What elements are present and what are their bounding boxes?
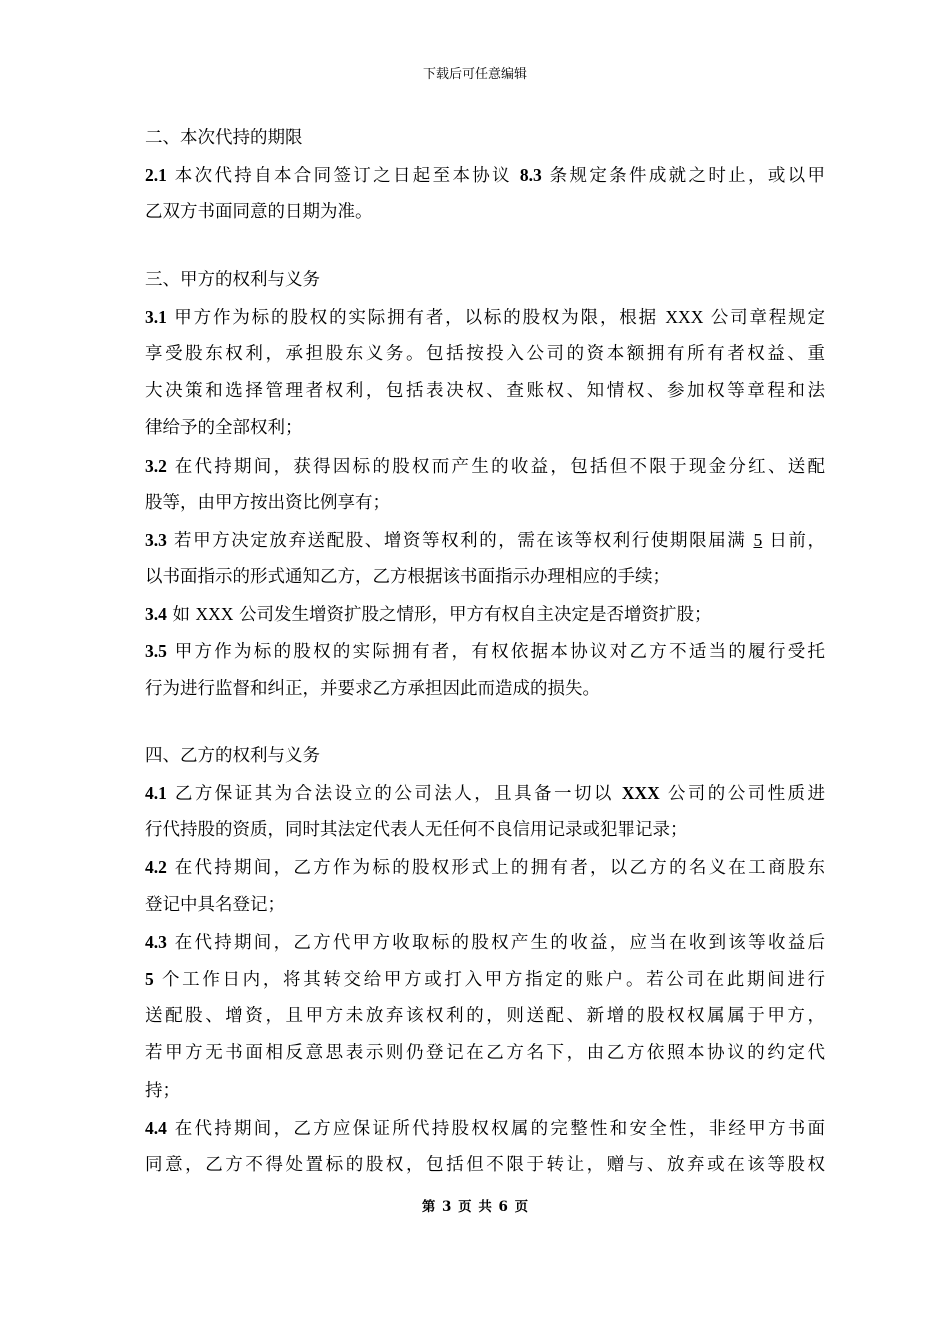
clause-text: 本次代持自本合同签订之日起至本协议 xyxy=(166,166,520,187)
clause-number: 4.2 xyxy=(145,857,167,878)
spacer xyxy=(145,232,825,262)
company-name: XXX xyxy=(665,306,704,327)
company-name: XXX xyxy=(195,604,234,625)
clause-number: 2.1 xyxy=(145,165,167,186)
clause-line: 律给予的全部权利； xyxy=(145,418,303,439)
clause-text: 在代持期间，乙方代甲方收取标的股权产生的收益，应当在收到该等收益后 xyxy=(166,932,825,953)
clause-line: 乙双方书面同意的日期为准。 xyxy=(145,202,373,223)
clause-line: 同意，乙方不得处置标的股权，包括但不限于转让，赠与、放弃或在该等股权 xyxy=(145,1154,825,1175)
clause-line: 送配股、增资，且甲方未放弃该权利的，则送配、新增的股权权属属于甲方， xyxy=(145,1006,825,1027)
company-name: XXX xyxy=(621,783,660,803)
clause-number: 4.4 xyxy=(145,1117,167,1138)
clause-number: 3.1 xyxy=(145,306,167,327)
clause-3-1 xyxy=(145,299,825,336)
section-title: 四、乙方的权利与义务 xyxy=(145,745,320,766)
clause-4-2 xyxy=(145,849,825,886)
page-footer: 第 3 页 共 6 页 xyxy=(421,1199,529,1215)
clause-text: 如 xyxy=(166,605,196,626)
clause-text: 乙方保证其为合法设立的公司法人，且具备一切以 xyxy=(166,784,622,804)
clause-4-1 xyxy=(145,775,825,812)
clause-text: 若甲方决定放弃送配股、增资等权利的，需在该等权利行使期限届满 xyxy=(166,530,754,551)
clause-text: 公司章程规定 xyxy=(703,307,825,328)
clause-line: 若甲方无书面相反意思表示则仍登记在乙方名下，由乙方依照本协议的约定代 xyxy=(145,1043,825,1064)
clause-text: 甲方作为标的股权的实际拥有者，以标的股权为限，根据 xyxy=(166,307,666,328)
clause-3-3 xyxy=(145,522,825,559)
section-title: 三、甲方的权利与义务 xyxy=(145,269,320,290)
clause-line: 持； xyxy=(145,1080,180,1101)
clause-number: 3.3 xyxy=(145,529,167,550)
clause-number: 3.4 xyxy=(145,604,167,625)
clause-line: 行为进行监督和纠正，并要求乙方承担因此而造成的损失。 xyxy=(145,678,600,699)
clause-number: 3.2 xyxy=(145,455,167,476)
page-header: 下载后可任意编辑 xyxy=(422,67,527,82)
clause-line: 大决策和选择管理者权利，包括表决权、查账权、知情权、参加权等章程和法 xyxy=(145,381,825,402)
clause-number: 4.1 xyxy=(145,783,167,803)
clause-number: 4.3 xyxy=(145,931,167,952)
clause-number: 3.5 xyxy=(145,641,167,662)
clause-reference: 8.3 xyxy=(519,165,542,186)
clause-text: 在代持期间，乙方作为标的股权形式上的拥有者，以乙方的名义在工商股东 xyxy=(166,858,825,879)
clause-text: 公司发生增资扩股之情形，甲方有权自主决定是否增资扩股； xyxy=(233,605,712,626)
section-title: 二、本次代持的期限 xyxy=(145,128,303,148)
document-body xyxy=(145,120,825,1184)
clause-4-4 xyxy=(145,1110,825,1147)
clause-2-1 xyxy=(145,157,825,194)
clause-line: 行代持股的资质，同时其法定代表人无任何不良信用记录或犯罪记录； xyxy=(145,820,688,841)
clause-text: 条规定条件成就之时止，或以甲 xyxy=(541,166,826,187)
clause-line: 以书面指示的形式通知乙方，乙方根据该书面指示办理相应的手续； xyxy=(145,567,670,588)
clause-line: 股等，由甲方按出资比例享有； xyxy=(145,492,390,513)
clause-4-3 xyxy=(145,924,825,961)
clause-line: 享受股东权利，承担股东义务。包括按投入公司的资本额拥有所有者权益、重 xyxy=(145,343,825,364)
workday-count: 5 xyxy=(145,968,154,989)
clause-3-5 xyxy=(145,633,825,670)
clause-3-2 xyxy=(145,448,825,485)
spacer xyxy=(145,708,825,738)
clause-3-4 xyxy=(145,596,825,633)
clause-text: 在代持期间，获得因标的股权而产生的收益，包括但不限于现金分红、送配 xyxy=(166,456,825,477)
clause-text: 在代持期间，乙方应保证所代持股权权属的完整性和安全性，非经甲方书面 xyxy=(166,1118,825,1139)
clause-text: 甲方作为标的股权的实际拥有者，有权依据本协议对乙方不适当的履行受托 xyxy=(166,642,825,663)
clause-text: 公司的公司性质进 xyxy=(659,784,826,804)
clause-text: 日前， xyxy=(762,530,825,551)
clause-line xyxy=(145,961,825,998)
days-value: 5 xyxy=(753,529,763,550)
clause-line: 登记中具名登记； xyxy=(145,894,285,915)
clause-text: 个工作日内，将其转交给甲方或打入甲方指定的账户。若公司在此期间进行 xyxy=(153,969,825,990)
